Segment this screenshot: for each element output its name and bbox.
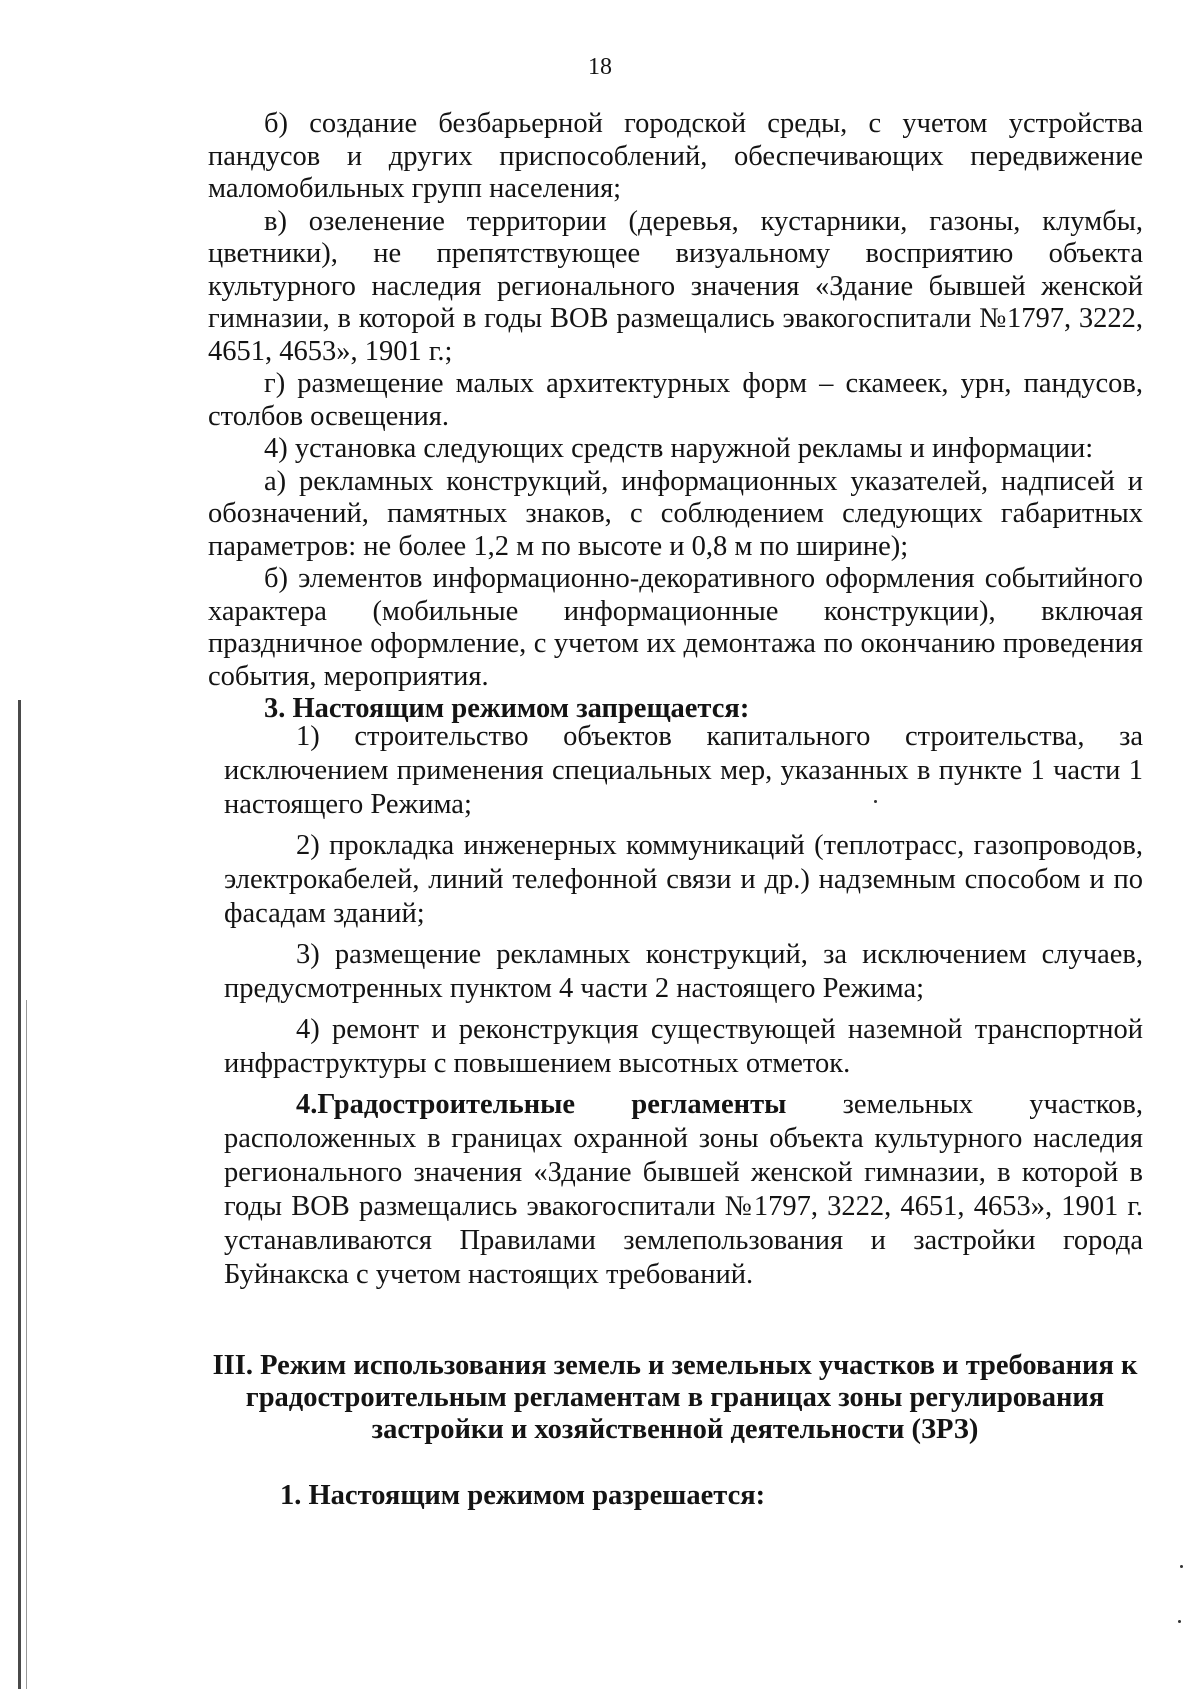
heading-prohibited: 3. Настоящим режимом запрещается: bbox=[264, 693, 750, 724]
regulations-bold-lead: 4.Градостроительные регламенты bbox=[296, 1089, 787, 1120]
section-title-line: III. Режим использования земель и земельных участков и требования к bbox=[212, 1350, 1138, 1381]
paragraph: 3) размещение рекламных конструкций, за исключением случаев, предусмотренных пунктом 4 части 2 настоящего Режима; bbox=[224, 939, 1143, 1004]
paragraph: г) размещение малых архитектурных форм – скамеек, урн, пандусов, столбов освещения. bbox=[208, 368, 1143, 432]
section-title bbox=[200, 1350, 1150, 1446]
paragraph: 4) ремонт и реконструкция существующей наземной транспортной инфраструктуры с повышением высотных отметок. bbox=[224, 1014, 1143, 1079]
section-title-line: градостроительным регламентам в границах зоны регулирования bbox=[245, 1382, 1105, 1413]
lower-text-block bbox=[224, 720, 1143, 1292]
regulations-text: земельных участков, расположенных в границах охранной зоны объекта культурного наследия регионального значения «Здание бывшей женской гимназии, в которой в годы ВОВ размещались эвакогоспитали №1797, 3222, 4651, 4653», 1901 г. устанавливаются Правилами землепользования и застройки города Буйнакска с учетом настоящих требований. bbox=[224, 1089, 1144, 1290]
paragraph: 1) строительство объектов капитального строительства, за исключением применения специальных мер, указанных в пункте 1 части 1 настоящего Режима; bbox=[224, 721, 1143, 820]
scan-speck bbox=[1178, 1620, 1181, 1623]
scan-speck bbox=[1180, 1565, 1183, 1568]
upper-text-block bbox=[208, 108, 1143, 726]
sub-heading-permitted: 1. Настоящим режимом разрешается: bbox=[280, 1480, 766, 1511]
paragraph-regulations bbox=[224, 1088, 1143, 1292]
scan-speck bbox=[874, 800, 877, 803]
page-number: 18 bbox=[588, 54, 612, 80]
paragraph: 4) установка следующих средств наружной рекламы и информации: bbox=[264, 433, 1094, 464]
paragraph: б) создание безбарьерной городской среды, с учетом устройства пандусов и других приспособлений, обеспечивающих передвижение маломобильных групп населения; bbox=[208, 108, 1143, 204]
paragraph: а) рекламных конструкций, информационных указателей, надписей и обозначений, памятных знаков, с соблюдением следующих габаритных параметров: не более 1,2 м по высоте и 0,8 м по ширине); bbox=[208, 465, 1143, 562]
scan-edge-line-secondary bbox=[26, 1000, 27, 1689]
paragraph: 2) прокладка инженерных коммуникаций (теплотрасс, газопроводов, электрокабелей, линий телефонной связи и др.) надземным способом и по фасадам зданий; bbox=[224, 830, 1143, 929]
paragraph: в) озеленение территории (деревья, кустарники, газоны, клумбы, цветники), не препятствующее визуальному восприятию объекта культурного наследия регионального значения «Здание бывшей женской гимназии, в которой в годы ВОВ размещались эвакогоспитали №1797, 3222, 4651, 4653», 1901 г.; bbox=[208, 205, 1143, 367]
paragraph: б) элементов информационно-декоративного оформления событийного характера (мобильные информационные конструкции), включая праздничное оформление, с учетом их демонтажа по окончанию проведения события, мероприятия. bbox=[208, 563, 1143, 692]
scan-edge-line bbox=[18, 700, 21, 1689]
section-title-line: застройки и хозяйственной деятельности (ЗРЗ) bbox=[371, 1414, 979, 1445]
